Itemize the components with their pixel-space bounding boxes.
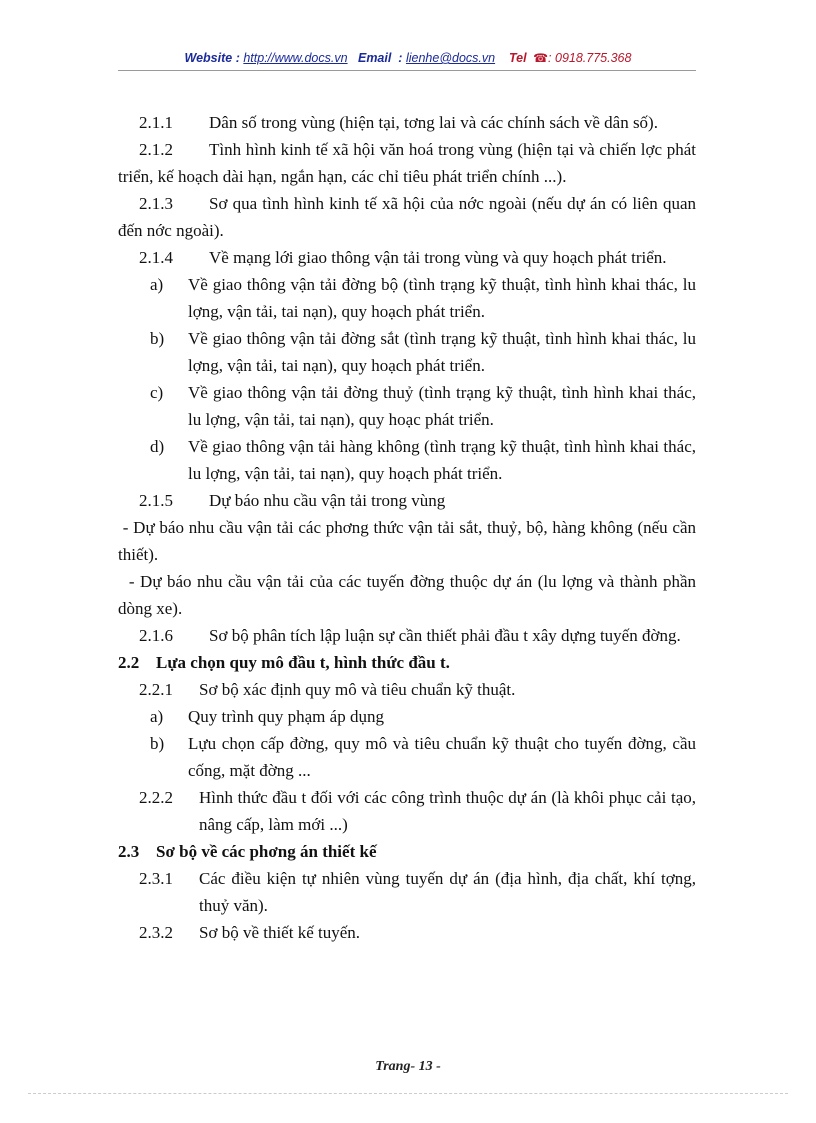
list-text: Về giao thông vận tải hàng không (tình trạng kỹ thuật, tình hình khai thác, lu lợng, vận tải, tai nạn), quy hoạch phát triển. xyxy=(188,437,696,483)
document-body xyxy=(118,109,701,946)
list-marker: a) xyxy=(150,707,164,726)
heading-2-3 xyxy=(118,838,696,865)
heading-text: Sơ bộ về các phơng án thiết kế xyxy=(156,842,377,861)
email-colon: : xyxy=(398,51,403,65)
list-text: Quy trình quy phạm áp dụng xyxy=(188,707,384,726)
list-item-b xyxy=(118,730,696,784)
list-item-c xyxy=(118,379,696,433)
section-text: Dự báo nhu cầu vận tải trong vùng xyxy=(209,491,446,510)
heading-2-2 xyxy=(118,649,696,676)
section-text: Về mạng lới giao thông vận tải trong vùng và quy hoạch phát triển. xyxy=(209,248,667,267)
dash-item-2: - Dự báo nhu cầu vận tải của các tuyến đờng thuộc dự án (lu lợng và thành phần dòng xe). xyxy=(118,572,701,618)
list-marker: b) xyxy=(150,734,165,753)
section-text: Hình thức đầu t đối với các công trình thuộc dự án (là khôi phục cải tạo, nâng cấp, làm mới ...) xyxy=(199,788,696,834)
section-number: 2.1.3 xyxy=(139,194,173,213)
section-number: 2.3.2 xyxy=(139,923,173,942)
footer-divider xyxy=(28,1093,788,1094)
website-link[interactable]: http://www.docs.vn xyxy=(243,51,348,65)
section-2-2-2 xyxy=(118,784,696,838)
list-item-d xyxy=(118,433,696,487)
dash-item-1: - Dự báo nhu cầu vận tải các phơng thức vận tải sắt, thuỷ, bộ, hàng không (nếu cần thiết). xyxy=(118,518,701,564)
section-2-1-2 xyxy=(118,136,696,190)
list-text: Lựu chọn cấp đờng, quy mô và tiêu chuẩn kỹ thuật cho tuyến đờng, cầu cống, mặt đờng ... xyxy=(188,734,696,780)
page-footer: Trang- 13 - xyxy=(375,1059,441,1074)
section-number: 2.2.1 xyxy=(139,680,173,699)
phone-icon: ☎ xyxy=(533,51,549,65)
website-label: Website : xyxy=(184,51,240,65)
section-2-3-1 xyxy=(118,865,696,919)
page-header xyxy=(0,51,816,65)
header-divider xyxy=(118,70,696,71)
section-text: Sơ bộ phân tích lập luận sự cần thiết phải đầu t xây dựng tuyến đờng. xyxy=(209,626,681,645)
section-text: Dân số trong vùng (hiện tại, tơng lai và các chính sách về dân số). xyxy=(209,113,658,132)
list-marker: d) xyxy=(150,437,165,456)
list-marker: c) xyxy=(150,383,164,402)
list-text: Về giao thông vận tải đờng thuỷ (tình trạng kỹ thuật, tình hình khai thác, lu lợng, vận tải, tai nạn), quy hoạc phát triển. xyxy=(188,383,696,429)
section-number: 2.2.2 xyxy=(139,788,173,807)
tel-number: : 0918.775.368 xyxy=(548,51,632,65)
section-2-3-2 xyxy=(118,919,696,946)
section-2-1-6 xyxy=(118,622,696,649)
section-2-1-1 xyxy=(118,109,696,136)
email-label: Email xyxy=(357,51,392,65)
section-2-2-1 xyxy=(118,676,696,703)
tel-label: Tel xyxy=(509,51,527,65)
list-item-b xyxy=(118,325,696,379)
list-item-a xyxy=(118,271,696,325)
heading-text: Lựa chọn quy mô đầu t, hình thức đầu t. xyxy=(156,653,450,672)
section-number: 2.3.1 xyxy=(139,869,173,888)
list-item-a xyxy=(118,703,696,730)
section-number: 2.1.6 xyxy=(139,626,173,645)
list-marker: a) xyxy=(150,275,164,294)
section-2-1-5 xyxy=(118,487,696,514)
section-number: 2.1.5 xyxy=(139,491,173,510)
list-marker: b) xyxy=(150,329,165,348)
section-text: Các điều kiện tự nhiên vùng tuyến dự án (địa hình, địa chất, khí tợng, thuỷ văn). xyxy=(199,869,696,915)
section-number: 2.1.2 xyxy=(139,140,173,159)
list-text: Về giao thông vận tải đờng bộ (tình trạng kỹ thuật, tình hình khai thác, lu lợng, vận tải, tai nạn), quy hoạch phát triển. xyxy=(188,275,696,321)
section-text: Sơ bộ xác định quy mô và tiêu chuẩn kỹ thuật. xyxy=(199,680,516,699)
section-text: Tình hình kinh tế xã hội văn hoá trong vùng (hiện tại và chiến lợc phát triển, kế hoạch dài hạn, ngắn hạn, các chỉ tiêu phát triển chính ...). xyxy=(118,140,696,186)
section-2-1-3 xyxy=(118,190,696,244)
section-number: 2.1.1 xyxy=(139,113,173,132)
heading-number: 2.2 xyxy=(118,653,140,672)
section-text: Sơ bộ về thiết kế tuyến. xyxy=(199,923,361,942)
section-text: Sơ qua tình hình kinh tế xã hội của nớc ngoài (nếu dự án có liên quan đến nớc ngoài). xyxy=(118,194,696,240)
section-2-1-4 xyxy=(118,244,696,271)
email-link[interactable]: lienhe@docs.vn xyxy=(405,51,496,65)
list-text: Về giao thông vận tải đờng sắt (tình trạng kỹ thuật, tình hình khai thác, lu lợng, vận tải, tai nạn), quy hoạch phát triển. xyxy=(188,329,696,375)
heading-number: 2.3 xyxy=(118,842,140,861)
section-number: 2.1.4 xyxy=(139,248,173,267)
